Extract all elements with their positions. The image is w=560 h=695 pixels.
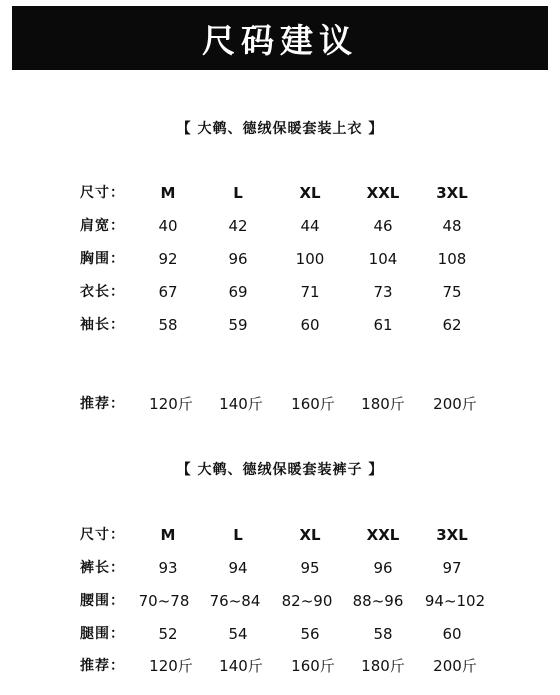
top-sleeve-row (0, 315, 560, 335)
pants-thigh-row (0, 624, 560, 644)
row-label: 尺寸： (80, 527, 125, 543)
row-label: 推荐： (80, 658, 125, 674)
page-title: 尺码建议 (202, 20, 358, 60)
value-cell: 140斤 (219, 395, 263, 413)
value-cell: 180斤 (361, 395, 405, 413)
top-shoulder-row (0, 216, 560, 236)
value-cell: 88~96 (352, 592, 404, 610)
row-label: 胸围： (80, 251, 125, 267)
size-cell: L (233, 184, 243, 202)
top-section-heading: 【 大鹌、德绒保暖套装上衣 】 (176, 121, 384, 137)
value-cell: 44 (300, 217, 320, 235)
size-cell: 3XL (436, 526, 468, 544)
value-cell: 160斤 (291, 657, 335, 675)
size-cell: XXL (366, 526, 400, 544)
top-recommend-row (0, 394, 560, 414)
value-cell: 96 (373, 559, 393, 577)
row-label: 裤长： (80, 560, 125, 576)
pants-waist-row (0, 591, 560, 611)
value-cell: 82~90 (281, 592, 333, 610)
value-cell: 71 (300, 283, 320, 301)
pants-size-header-row (0, 525, 560, 545)
value-cell: 56 (300, 625, 320, 643)
value-cell: 92 (158, 250, 178, 268)
value-cell: 69 (228, 283, 248, 301)
value-cell: 200斤 (433, 395, 477, 413)
size-cell: 3XL (436, 184, 468, 202)
title-banner (12, 6, 548, 70)
value-cell: 76~84 (209, 592, 261, 610)
value-cell: 62 (442, 316, 462, 334)
value-cell: 93 (158, 559, 178, 577)
value-cell: 180斤 (361, 657, 405, 675)
value-cell: 42 (228, 217, 248, 235)
value-cell: 97 (442, 559, 462, 577)
pants-length-row (0, 558, 560, 578)
size-cell: XL (299, 184, 321, 202)
value-cell: 120斤 (149, 657, 193, 675)
value-cell: 61 (373, 316, 393, 334)
value-cell: 60 (300, 316, 320, 334)
value-cell: 67 (158, 283, 178, 301)
value-cell: 60 (442, 625, 462, 643)
value-cell: 100 (295, 250, 325, 268)
pants-section-heading: 【 大鹌、德绒保暖套装裤子 】 (176, 462, 384, 478)
value-cell: 200斤 (433, 657, 477, 675)
row-label: 腰围： (80, 593, 125, 609)
size-cell: XXL (366, 184, 400, 202)
value-cell: 96 (228, 250, 248, 268)
row-label: 袖长： (80, 317, 125, 333)
value-cell: 48 (442, 217, 462, 235)
size-cell: L (233, 526, 243, 544)
value-cell: 95 (300, 559, 320, 577)
value-cell: 58 (158, 316, 178, 334)
size-cell: M (160, 184, 176, 202)
value-cell: 70~78 (138, 592, 190, 610)
value-cell: 160斤 (291, 395, 335, 413)
value-cell: 52 (158, 625, 178, 643)
value-cell: 46 (373, 217, 393, 235)
value-cell: 104 (368, 250, 398, 268)
value-cell: 140斤 (219, 657, 263, 675)
value-cell: 54 (228, 625, 248, 643)
size-cell: M (160, 526, 176, 544)
top-size-header-row (0, 183, 560, 203)
row-label: 肩宽： (80, 218, 125, 234)
value-cell: 58 (373, 625, 393, 643)
value-cell: 120斤 (149, 395, 193, 413)
row-label: 衣长： (80, 284, 125, 300)
value-cell: 75 (442, 283, 462, 301)
value-cell: 40 (158, 217, 178, 235)
row-label: 腿围： (80, 626, 125, 642)
value-cell: 108 (437, 250, 467, 268)
top-chest-row (0, 249, 560, 269)
row-label: 推荐： (80, 396, 125, 412)
value-cell: 94~102 (424, 592, 486, 610)
top-length-row (0, 282, 560, 302)
size-cell: XL (299, 526, 321, 544)
value-cell: 59 (228, 316, 248, 334)
pants-recommend-row (0, 656, 560, 676)
value-cell: 94 (228, 559, 248, 577)
value-cell: 73 (373, 283, 393, 301)
row-label: 尺寸： (80, 185, 125, 201)
